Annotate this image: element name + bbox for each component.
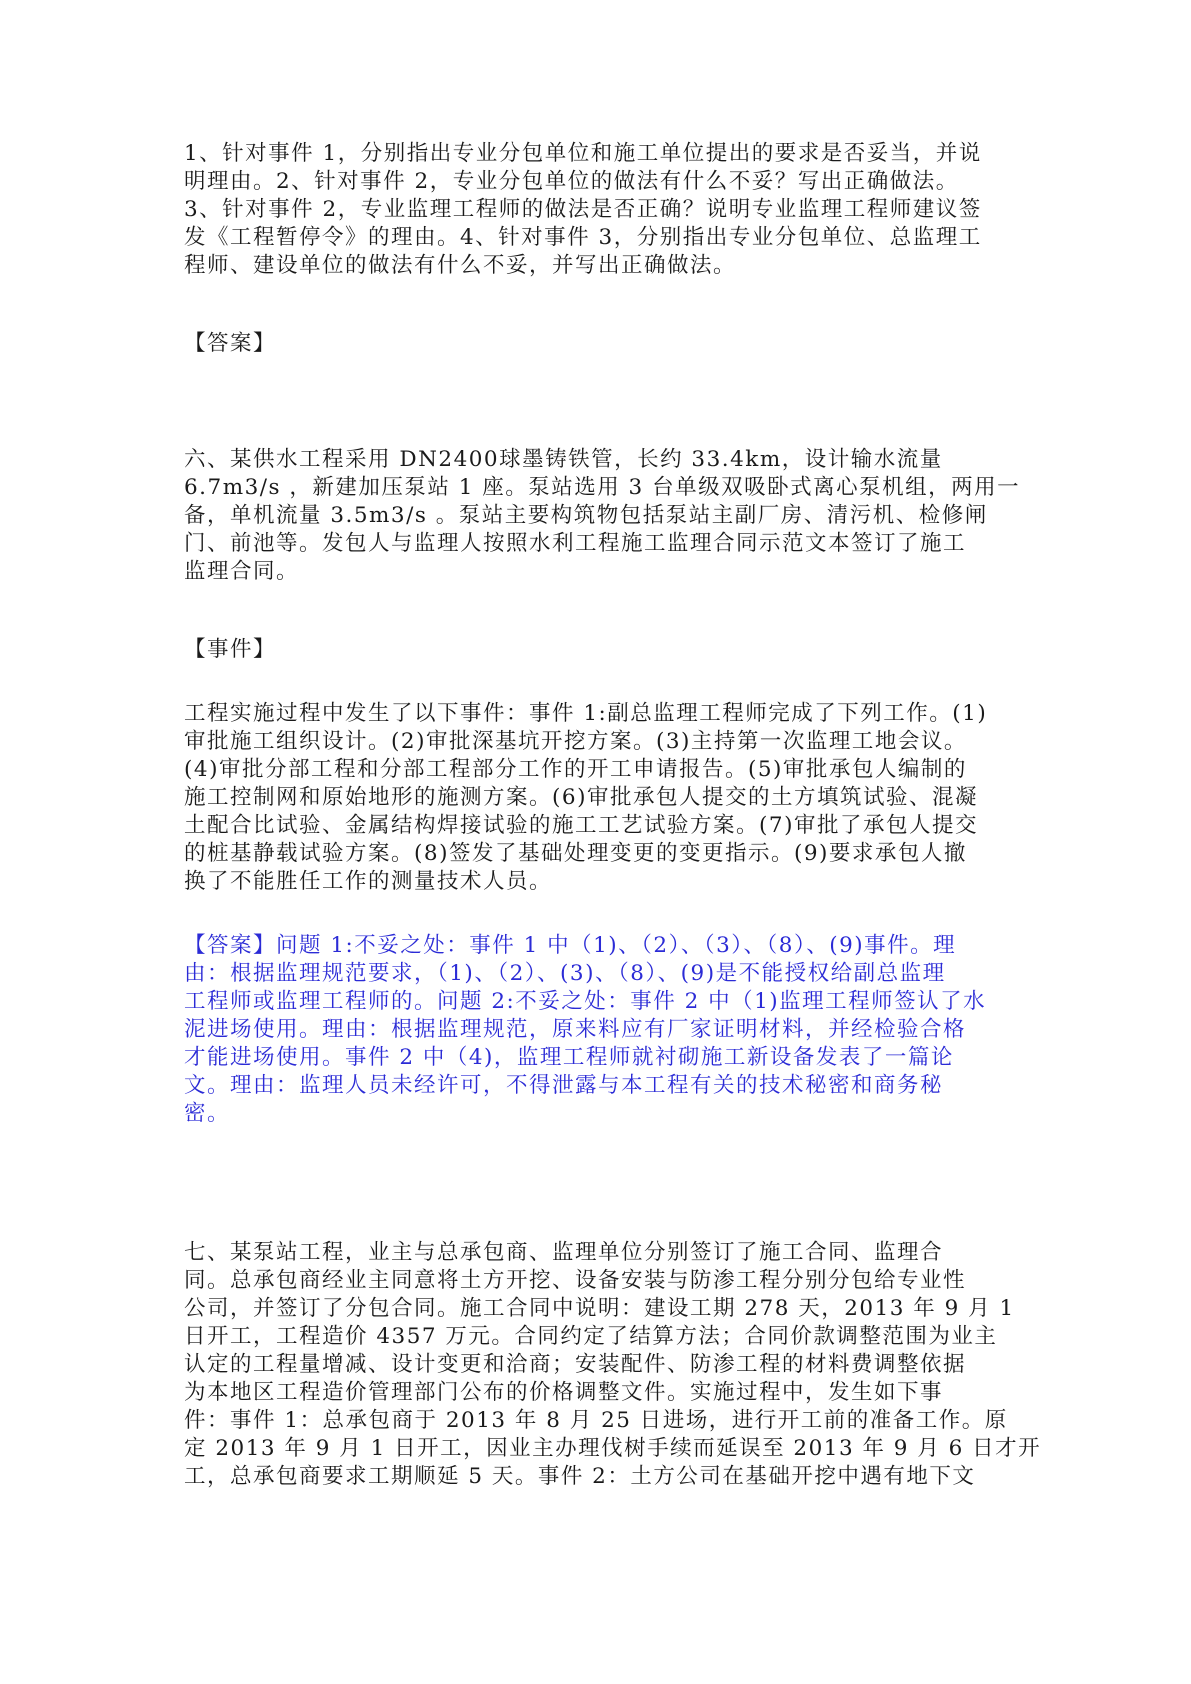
answer-line: 才能进场使用。事件 2 中（4)，监理工程师就衬砌施工新设备发表了一篇论: [184, 1045, 954, 1070]
answer-line: 泥进场使用。理由：根据监理规范，原来料应有厂家证明材料，并经检验合格: [184, 1017, 967, 1042]
section-six-intro-line: 6.7m3/s ，新建加压泵站 1 座。泵站选用 3 台单级双吸卧式离心泵机组，两用一: [184, 475, 1021, 500]
section-seven-line: 认定的工程量增减、设计变更和洽商；安装配件、防渗工程的材料费调整依据: [184, 1352, 967, 1377]
section-six-intro-line: 备，单机流量 3.5m3/s 。泵站主要构筑物包括泵站主副厂房、清污机、检修闸: [184, 503, 988, 528]
section-seven-line: 日开工，工程造价 4357 万元。合同约定了结算方法；合同价款调整范围为业主: [184, 1324, 998, 1349]
event-line: (4)审批分部工程和分部工程部分工作的开工申请报告。(5)审批承包人编制的: [184, 757, 967, 782]
section-six-intro-line: 门、前池等。发包人与监理人按照水利工程施工监理合同示范文本签订了施工: [184, 531, 967, 556]
answer-line: 工程师或监理工程师的。问题 2:不妥之处：事件 2 中（1)监理工程师签认了水: [184, 989, 987, 1014]
section-seven-line: 七、某泵站工程，业主与总承包商、监理单位分别签订了施工合同、监理合: [184, 1240, 944, 1265]
event-label: 【事件】: [184, 637, 277, 662]
event-line: 的桩基静载试验方案。(8)签发了基础处理变更的变更指示。(9)要求承包人撤: [184, 841, 967, 866]
question-line: 发《工程暂停令》的理由。4、针对事件 3，分别指出专业分包单位、总监理工: [184, 225, 982, 250]
section-seven-line: 同。总承包商经业主同意将土方开挖、设备安装与防渗工程分别分包给专业性: [184, 1268, 967, 1293]
answer-line: 密。: [184, 1101, 231, 1126]
event-line: 工程实施过程中发生了以下事件：事件 1:副总监理工程师完成了下列工作。(1): [184, 701, 988, 726]
question-line: 明理由。2、针对事件 2，专业分包单位的做法有什么不妥？写出正确做法。: [184, 169, 959, 194]
section-seven-line: 为本地区工程造价管理部门公布的价格调整文件。实施过程中，发生如下事: [184, 1380, 944, 1405]
section-six-intro-line: 六、某供水工程采用 DN2400球墨铸铁管，长约 33.4km，设计输水流量: [184, 447, 943, 472]
section-seven-line: 公司，并签订了分包合同。施工合同中说明：建设工期 278 天，2013 年 9 月 1: [184, 1296, 1015, 1321]
answer-line: 由：根据监理规范要求，（1)、（2）、(3)、（8）、(9)是不能授权给副总监理: [184, 961, 946, 986]
question-line: 程师、建设单位的做法有什么不妥，并写出正确做法。: [184, 253, 737, 278]
answer-line: 文。理由：监理人员未经许可，不得泄露与本工程有关的技术秘密和商务秘: [184, 1073, 944, 1098]
event-line: 审批施工组织设计。(2)审批深基坑开挖方案。(3)主持第一次监理工地会议。: [184, 729, 967, 754]
section-seven-line: 工，总承包商要求工期顺延 5 天。事件 2：土方公司在基础开挖中遇有地下文: [184, 1464, 976, 1489]
event-line: 土配合比试验、金属结构焊接试验的施工工艺试验方案。(7)审批了承包人提交: [184, 813, 978, 838]
event-line: 换了不能胜任工作的测量技术人员。: [184, 869, 553, 894]
question-line: 3、针对事件 2，专业监理工程师的做法是否正确？说明专业监理工程师建议签: [184, 197, 982, 222]
question-line: 1、针对事件 1，分别指出专业分包单位和施工单位提出的要求是否妥当，并说: [184, 141, 982, 166]
section-seven-line: 定 2013 年 9 月 1 日开工，因业主办理伐树手续而延误至 2013 年 9 月 6 日才开: [184, 1436, 1042, 1461]
answer-line: 【答案】问题 1:不妥之处：事件 1 中（1)、（2）、（3）、（8）、(9)事件。理: [184, 933, 957, 958]
section-seven-line: 件：事件 1：总承包商于 2013 年 8 月 25 日进场，进行开工前的准备工作。原: [184, 1408, 1008, 1433]
section-six-intro-line: 监理合同。: [184, 559, 300, 584]
answer-label: 【答案】: [184, 331, 277, 356]
event-line: 施工控制网和原始地形的施测方案。(6)审批承包人提交的土方填筑试验、混凝: [184, 785, 978, 810]
